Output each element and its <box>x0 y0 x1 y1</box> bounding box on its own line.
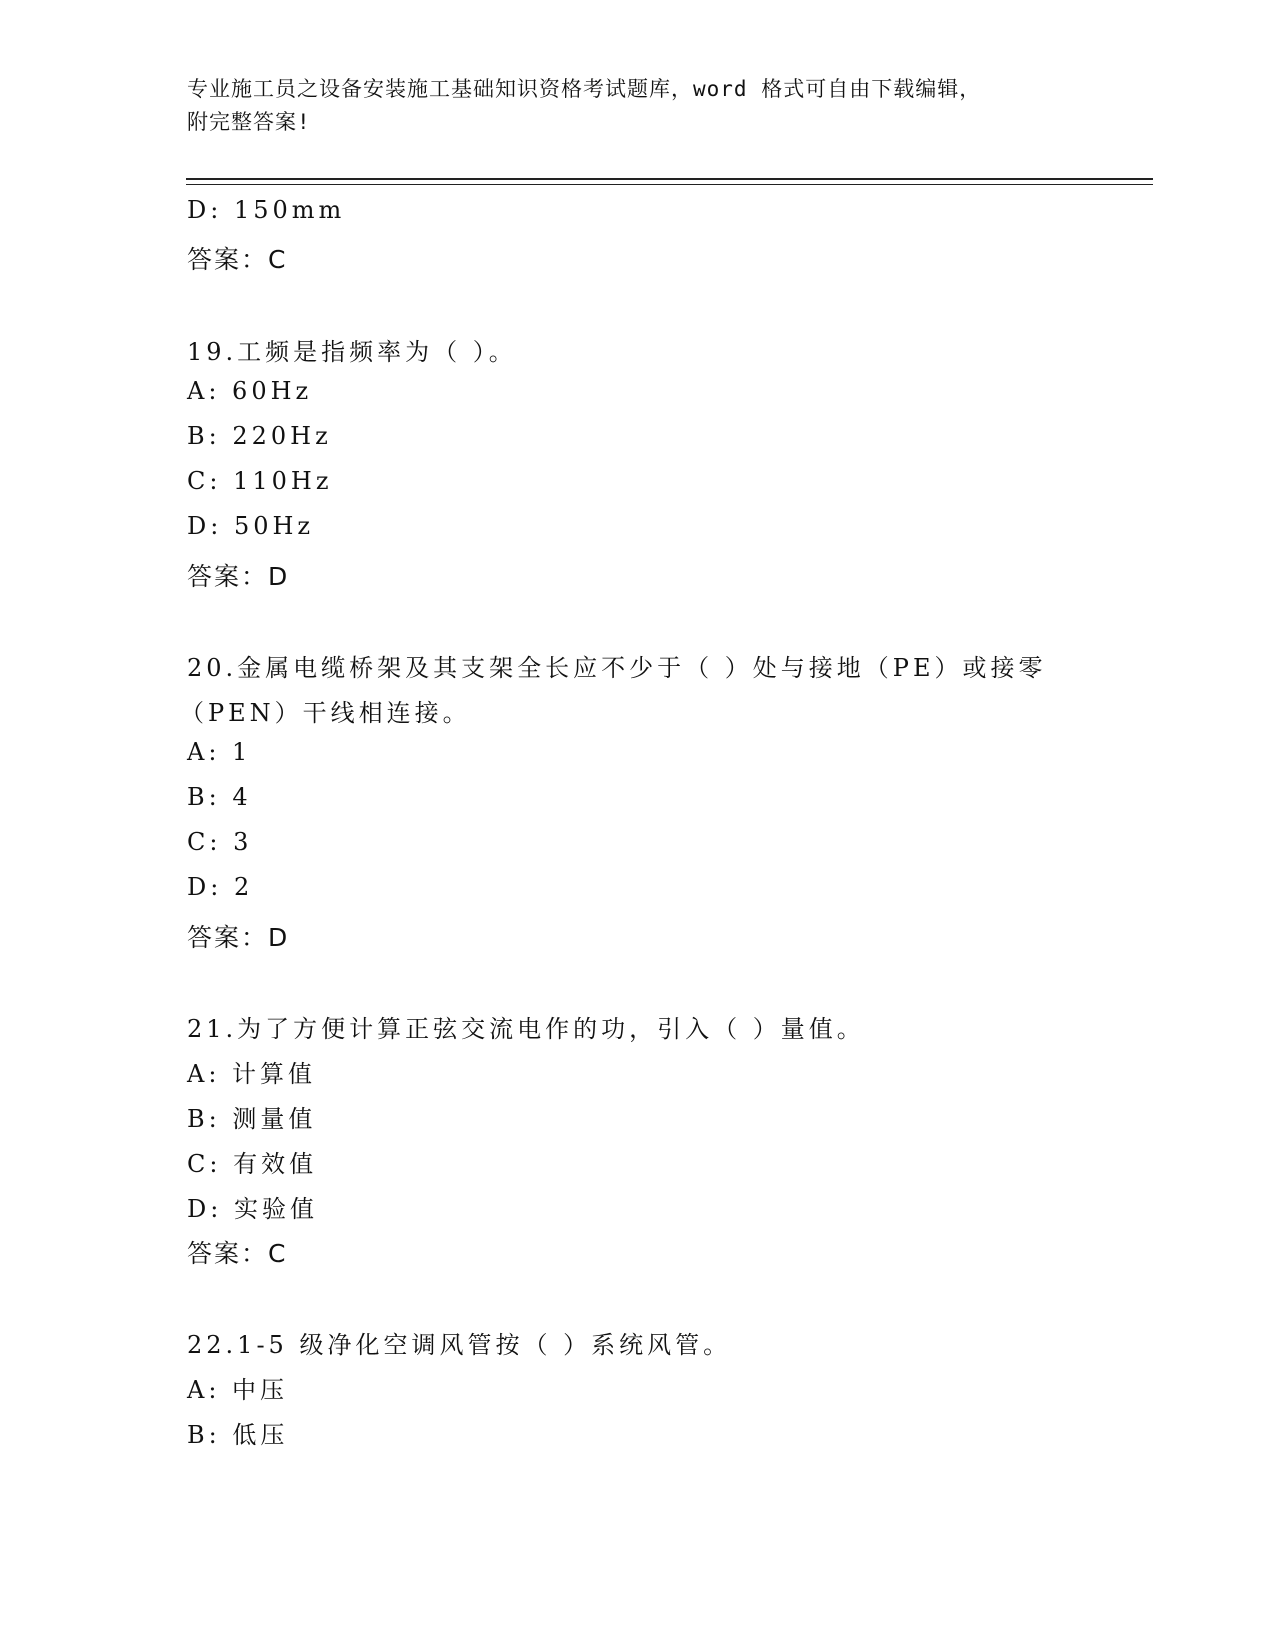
q20-answer: 答案：D <box>187 923 290 952</box>
q20-option-a: A: 1 <box>187 738 252 766</box>
document-header <box>187 73 1087 139</box>
q22-option-a: A: 中压 <box>187 1376 289 1404</box>
header-line-1: 专业施工员之设备安装施工基础知识资格考试题库，word 格式可自由下载编辑， <box>187 77 982 101</box>
q22-option-b: B: 低压 <box>187 1421 289 1449</box>
q21-option-d: D: 实验值 <box>187 1195 318 1223</box>
q19-question: 19.工频是指频率为（ ）。 <box>187 338 517 366</box>
q20-question-line-1: 20.金属电缆桥架及其支架全长应不少于（ ）处与接地（PE）或接零 <box>187 654 1047 682</box>
q20-option-d: D: 2 <box>187 873 254 901</box>
q21-answer: 答案：C <box>187 1239 288 1268</box>
q20-option-b: B: 4 <box>187 783 252 811</box>
header-line-2: 附完整答案! <box>187 110 311 134</box>
q20-option-c: C: 3 <box>187 828 253 856</box>
q21-option-a: A: 计算值 <box>187 1060 317 1088</box>
q19-option-b: B: 220Hz <box>187 422 332 450</box>
q20-question-line-2: （PEN）干线相连接。 <box>180 699 471 727</box>
q21-option-c: C: 有效值 <box>187 1150 318 1178</box>
q19-option-c: C: 110Hz <box>187 467 333 495</box>
q19-option-d: D: 50Hz <box>187 512 315 540</box>
q21-option-b: B: 测量值 <box>187 1105 317 1133</box>
q19-option-a: A: 60Hz <box>187 377 313 405</box>
header-divider-thick <box>186 178 1153 180</box>
header-divider-thin <box>186 184 1153 185</box>
q19-answer: 答案：D <box>187 562 290 591</box>
q18-answer: 答案：C <box>187 245 288 274</box>
q18-option-d: D: 150mm <box>187 196 346 224</box>
q21-question: 21.为了方便计算正弦交流电作的功，引入（ ）量值。 <box>187 1015 865 1043</box>
q22-question: 22.1-5 级净化空调风管按（ ）系统风管。 <box>187 1331 732 1359</box>
